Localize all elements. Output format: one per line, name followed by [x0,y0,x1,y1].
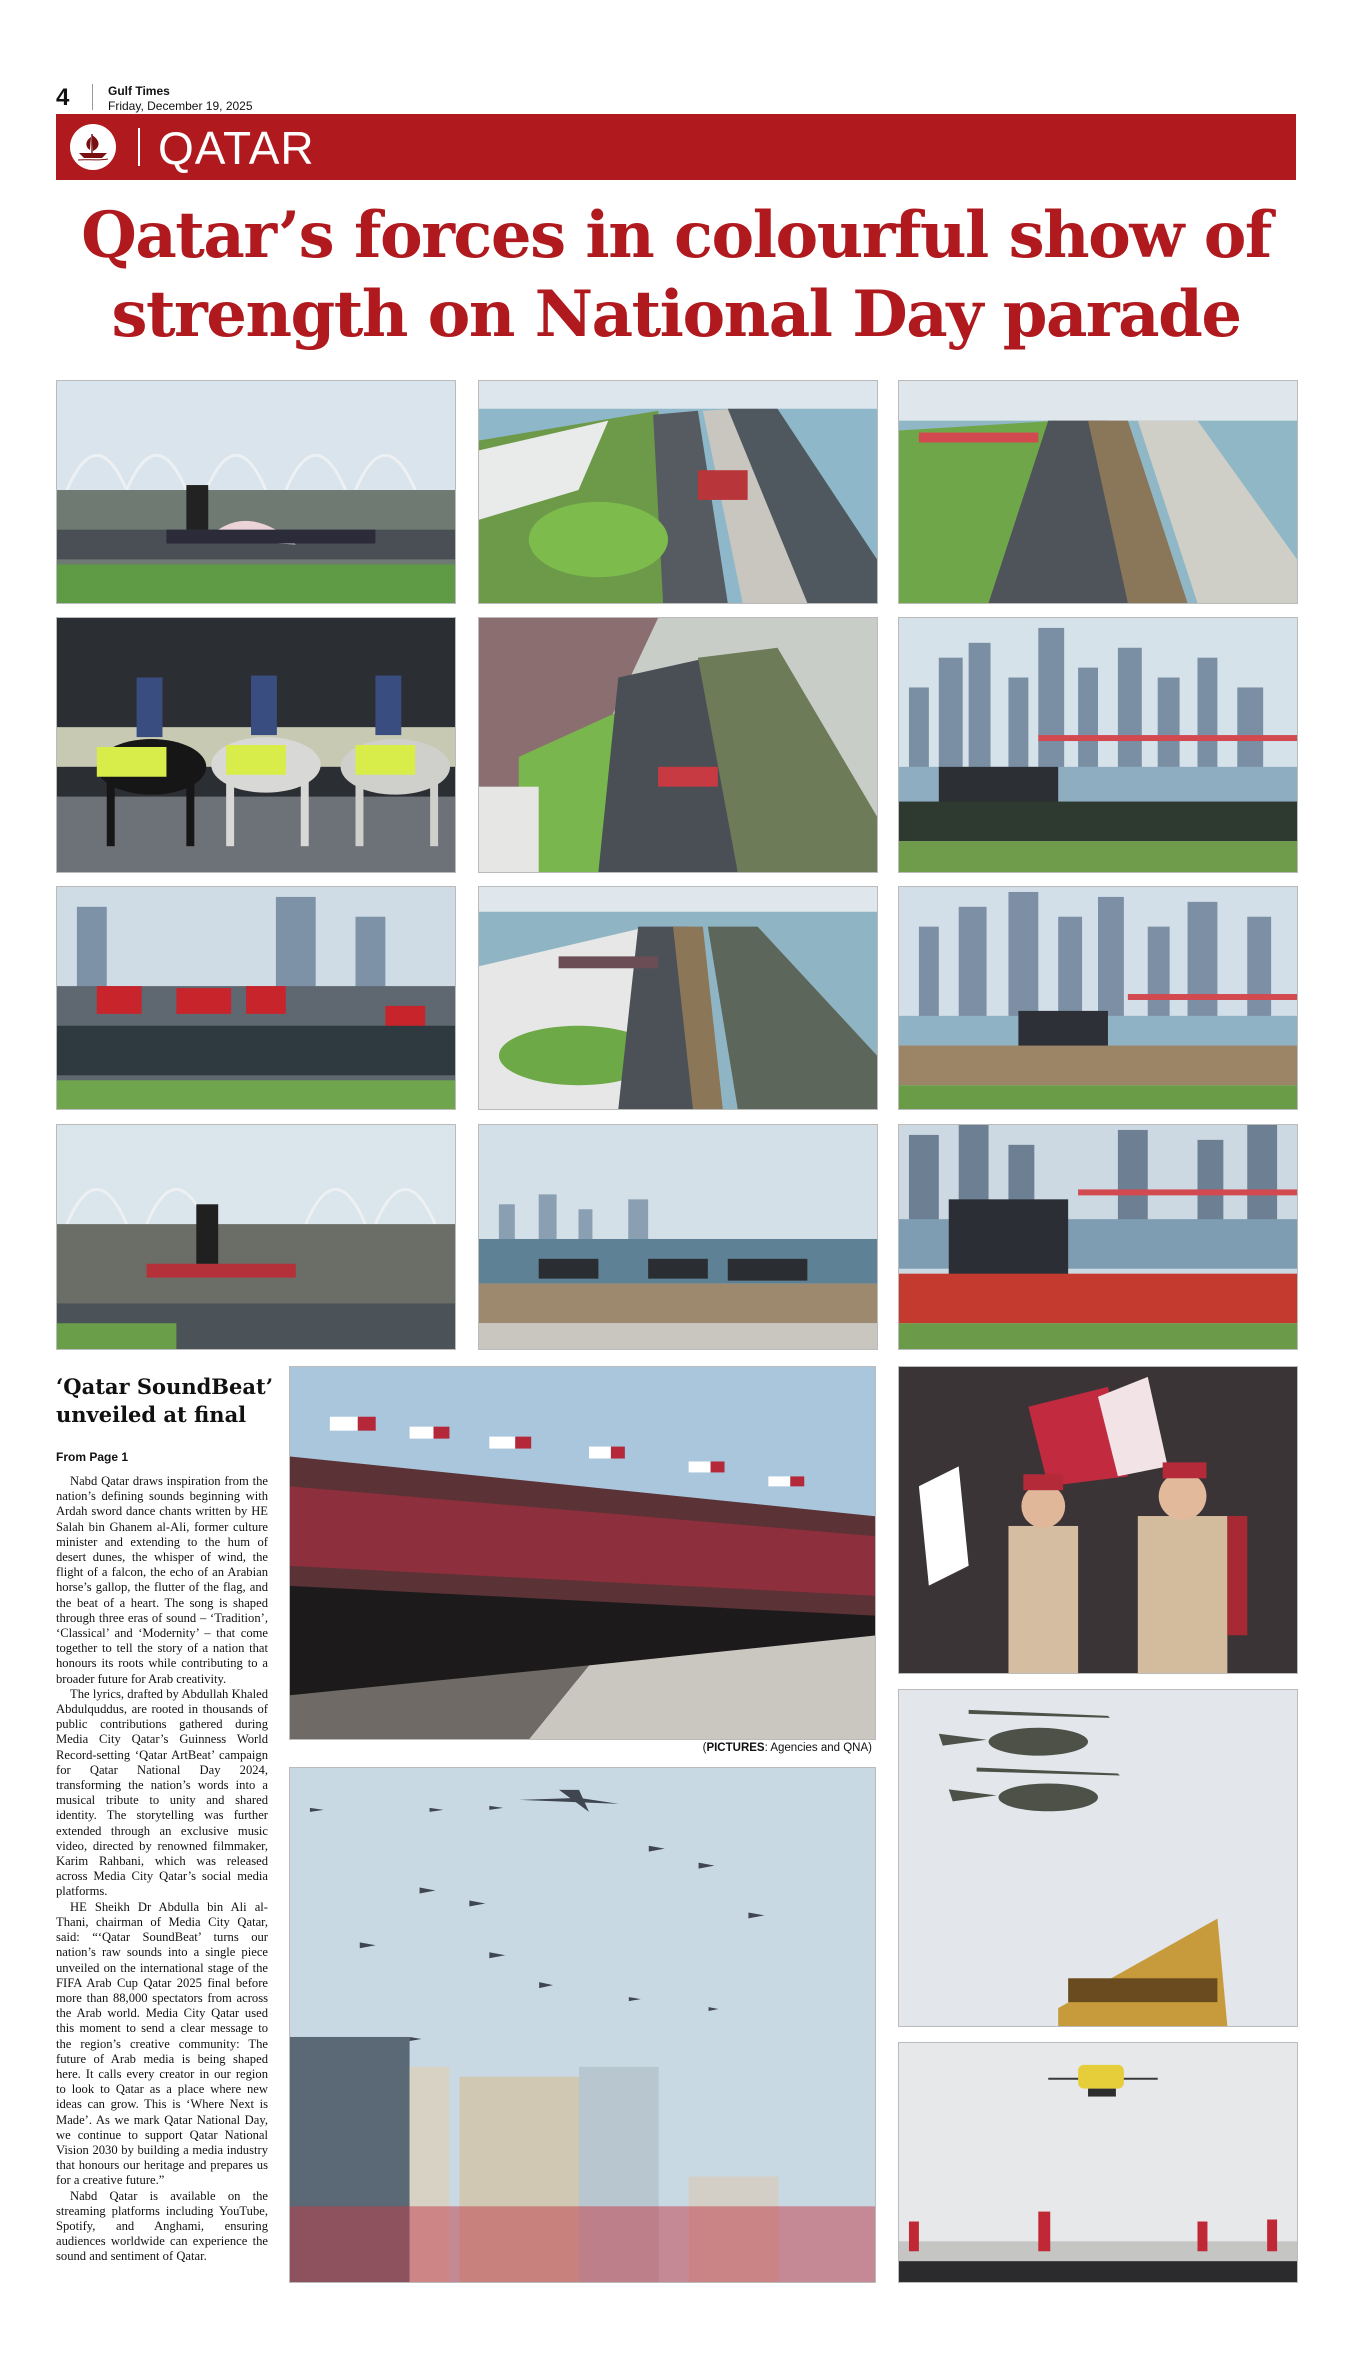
headline-line-2: strength on National Day parade [111,277,1241,352]
parade-photo-6 [898,617,1298,873]
publication-date: Friday, December 19, 2025 [108,99,253,113]
photo-credit-text: : Agencies and QNA [764,1742,869,1754]
section-divider [138,128,140,166]
story-continuation: From Page 1 [56,1450,129,1464]
parade-photo-12 [898,1124,1298,1350]
parade-photo-9 [898,886,1298,1110]
parade-photo-10 [56,1124,456,1350]
crowd-photo [289,1366,876,1740]
story-body [56,1474,268,2265]
folio-divider [92,84,93,110]
section-name: QATAR [158,122,315,174]
parade-photo-7 [56,886,456,1110]
headline [40,196,1312,354]
drone-photo [898,2042,1298,2283]
photo-credit-label: PICTURES [706,1742,765,1754]
page-number: 4 [56,84,70,111]
story-paragraph: Nabd Qatar draws inspiration from the nation’s defining sounds beginning with Ardah sword dance chants written by HE Salah bin Ghanem al-Ali, former culture minister and extending to the hum of desert dunes, the whisper of wind, the flight of a falcon, the echo of an Arabian horse’s gallop, the flutter of the flag, and the beat of a heart. The song is shaped through three eras of sound – ‘Tradition’, ‘Classical’ and ‘Modernity’ – that come together to tell the story of a nation that honours its roots while contributing to a broader future for Arab creativity. [56,1474,268,1686]
story-paragraph: HE Sheikh Dr Abdulla bin Ali al-Thani, chairman of Media City Qatar, said: “‘Qatar SoundBeat’ turns our nation’s raw sounds into a single piece unveiled on the international stage of the FIFA Arab Cup Qatar 2025 final before more than 88,000 spectators from across the Arab world. Media City Qatar used this moment to send a clear message to the region’s creative community: The future of Arab media is being shaped here. It calls every creator in our region to look to Qatar as a place where new ideas can grow. This is ‘Where Next is Made’. As we mark Qatar National Day, we continue to support Qatar National Vision 2030 by building a media industry that honours our heritage and prepares us for a creative future.” [56,1899,268,2188]
parade-photo-4 [56,617,456,873]
story-title: ‘Qatar SoundBeat’ unveiled at final [56,1374,274,1427]
flypast-photo [289,1767,876,2283]
girls-flags-photo [898,1366,1298,1674]
parade-photo-11 [478,1124,878,1350]
story-paragraph: The lyrics, drafted by Abdullah Khaled Abdulquddus, are rooted in thousands of public contributions gathered during Media City Qatar’s Guinness World Record-setting ‘Qatar ArtBeat’ campaign for Qatar National Day 2024, transforming the nation’s words into a musical tribute to unity and shared identity. The storytelling was further extended through an exclusive music video, directed by renowned filmmaker, Karim Rahbani, which was released across Media City Qatar’s social media platforms. [56,1686,268,1899]
publication-name: Gulf Times [108,84,170,98]
parade-photo-8 [478,886,878,1110]
photo-credit: (PICTURES: Agencies and QNA) [702,1742,872,1754]
story-paragraph: Nabd Qatar is available on the streaming platforms including YouTube, Spotify, and Anghami, ensuring audiences worldwide can experience the sound and sentiment of Qatar. [56,2188,268,2264]
parade-photo-3 [898,380,1298,604]
parade-photo-5 [478,617,878,873]
parade-photo-2 [478,380,878,604]
dhow-icon [70,124,116,170]
parade-photo-1 [56,380,456,604]
helicopters-photo [898,1689,1298,2027]
headline-line-1: Qatar’s forces in colourful show of [81,198,1271,273]
